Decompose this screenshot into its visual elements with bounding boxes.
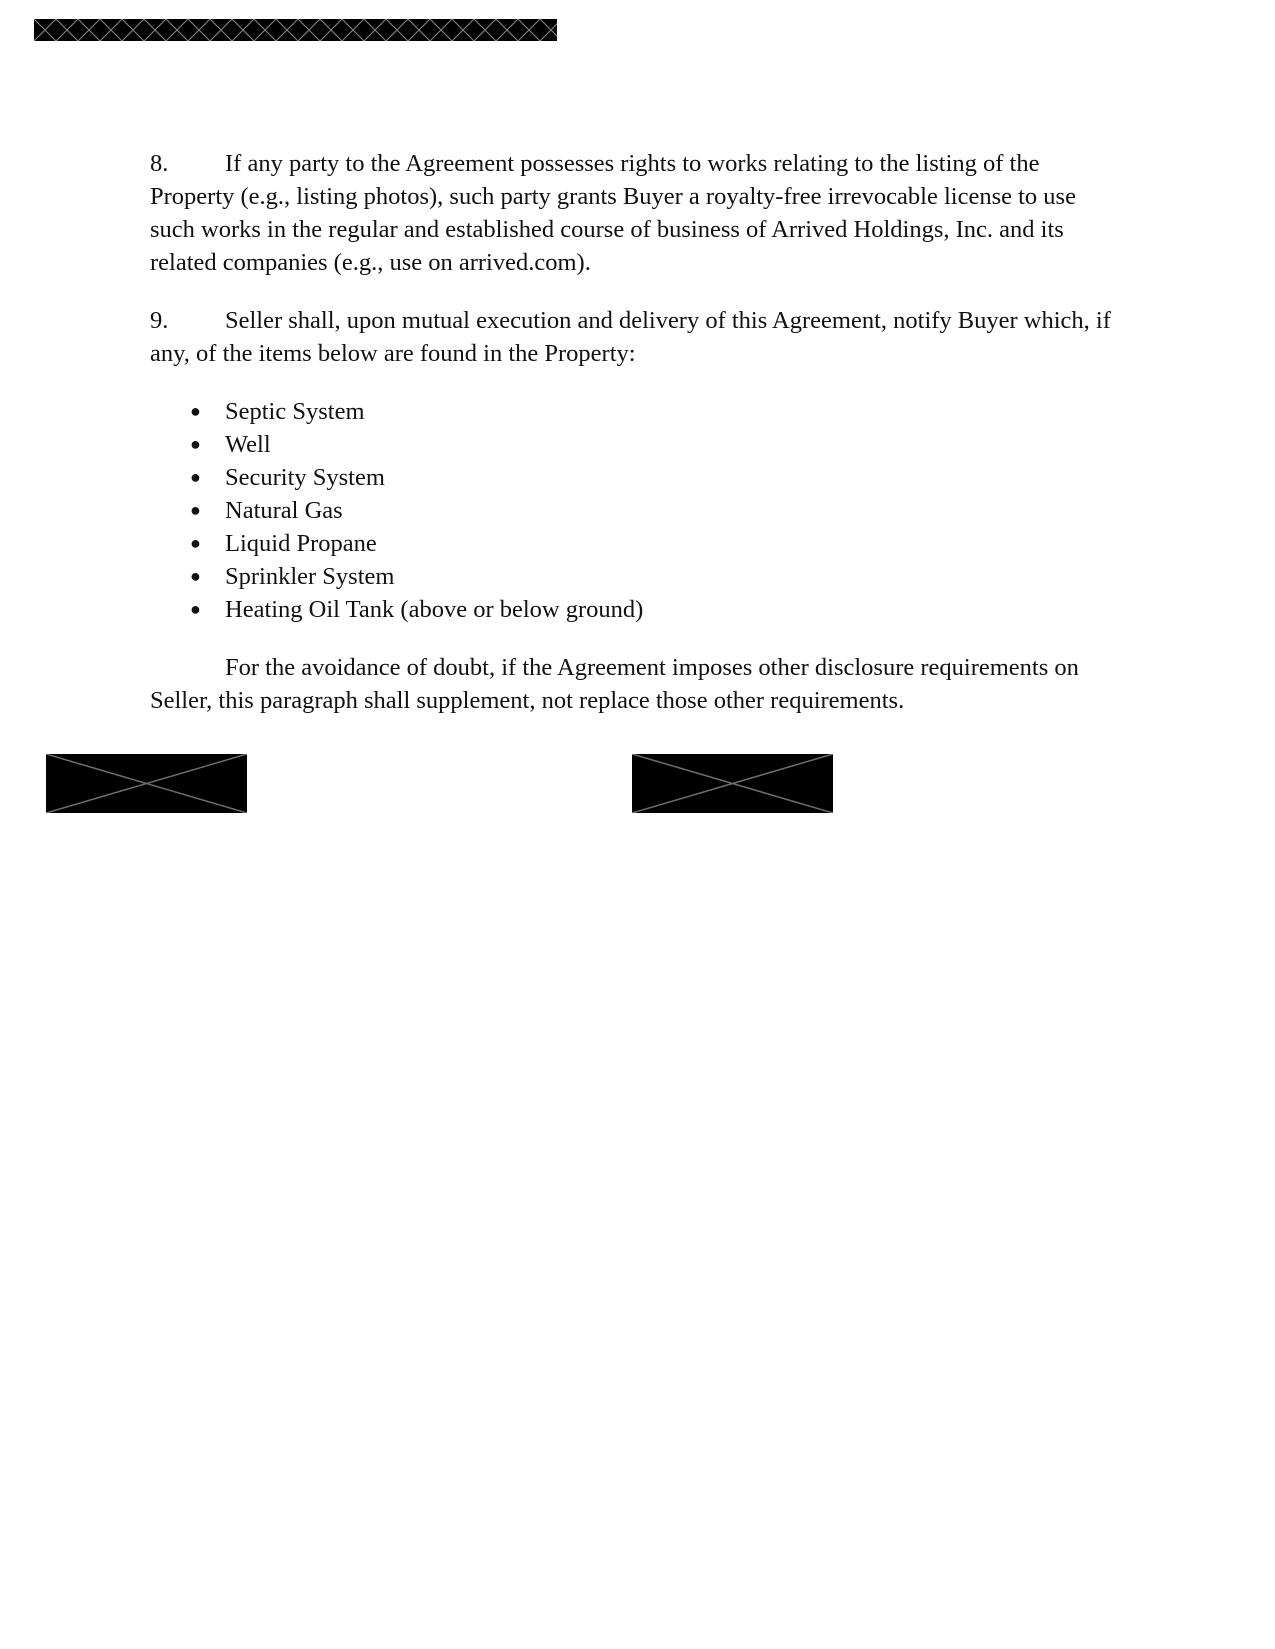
document-body (150, 147, 1125, 742)
paragraph-8 (150, 147, 1125, 279)
redacted-header-block (34, 19, 557, 41)
list-item (150, 494, 1125, 527)
paragraph-text: Seller shall, upon mutual execution and delivery of this Agreement, notify Buyer which, if any, of the items below are found in the Property: (150, 307, 1111, 367)
list-item (150, 593, 1125, 626)
list-item (150, 560, 1125, 593)
list-item-label: Septic System (225, 398, 365, 425)
bullet-icon: ● (190, 599, 201, 619)
redaction-cross-icon (632, 754, 833, 813)
list-item-label: Heating Oil Tank (above or below ground) (225, 596, 644, 623)
list-item-label: Well (225, 431, 271, 458)
bullet-icon: ● (190, 434, 201, 454)
list-item (150, 527, 1125, 560)
paragraph-9 (150, 304, 1125, 370)
bullet-icon: ● (190, 401, 201, 421)
list-item (150, 461, 1125, 494)
redaction-cross-icon (46, 754, 247, 813)
list-item-label: Liquid Propane (225, 530, 377, 557)
list-item (150, 428, 1125, 461)
bullet-icon: ● (190, 566, 201, 586)
list-item-label: Security System (225, 464, 385, 491)
bullet-icon: ● (190, 500, 201, 520)
bullet-icon: ● (190, 533, 201, 553)
paragraph-text: If any party to the Agreement possesses rights to works relating to the listing of the Property (e.g., listing photos), such party grants Buyer a royalty-free irrevocable license to use such works in the regular and established course of business of Arrived Holdings, Inc. and its related companies (e.g., use on arrived.com). (150, 150, 1076, 276)
redaction-pattern (34, 19, 557, 41)
list-item-label: Sprinkler System (225, 563, 395, 590)
list-item-label: Natural Gas (225, 497, 343, 524)
redacted-signature-left (46, 754, 247, 813)
disclosure-items-list (150, 395, 1125, 626)
paragraph-number: 9. (150, 307, 169, 334)
list-item (150, 395, 1125, 428)
redacted-signature-right (632, 754, 833, 813)
closing-paragraph (150, 651, 1125, 717)
bullet-icon: ● (190, 467, 201, 487)
paragraph-number: 8. (150, 150, 169, 177)
paragraph-text: For the avoidance of doubt, if the Agreement imposes other disclosure requirements on Seller, this paragraph shall supplement, not replace those other requirements. (150, 654, 1079, 714)
